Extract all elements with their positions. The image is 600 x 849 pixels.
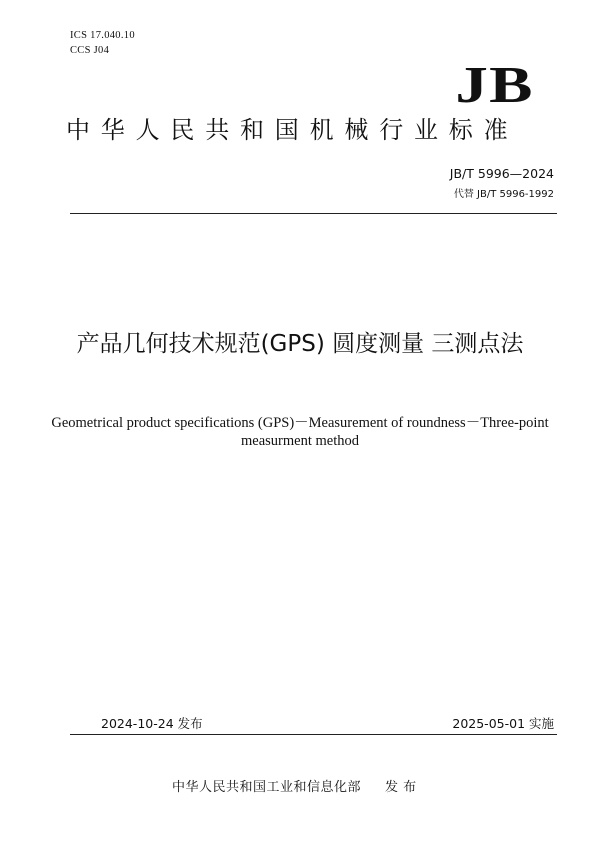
ccs-code: CCS J04 bbox=[70, 45, 110, 56]
standard-number: JB/T 5996—2024 bbox=[449, 166, 554, 181]
ics-code: ICS 17.040.10 bbox=[70, 30, 135, 41]
classification-block bbox=[70, 28, 135, 58]
jb-logo: JB bbox=[455, 57, 534, 114]
publish-action: 发 布 bbox=[385, 780, 417, 795]
replaces-standard: 代替 JB/T 5996-1992 bbox=[453, 189, 554, 200]
publisher-line bbox=[172, 776, 417, 795]
header-divider bbox=[70, 213, 557, 214]
english-title: Geometrical product specifications (GPS)－Measurement of roundness－Three-point measurment method bbox=[51, 415, 549, 449]
standard-category-title: 中华人民共和国机械行业标准 bbox=[66, 116, 519, 144]
issue-date: 2024-10-24 发布 bbox=[101, 716, 203, 731]
footer-divider bbox=[70, 734, 557, 735]
chinese-title: 产品几何技术规范(GPS) 圆度测量 三测点法 bbox=[76, 331, 524, 357]
implementation-date: 2025-05-01 实施 bbox=[452, 716, 554, 731]
publisher-name: 中华人民共和国工业和信息化部 bbox=[172, 780, 362, 795]
